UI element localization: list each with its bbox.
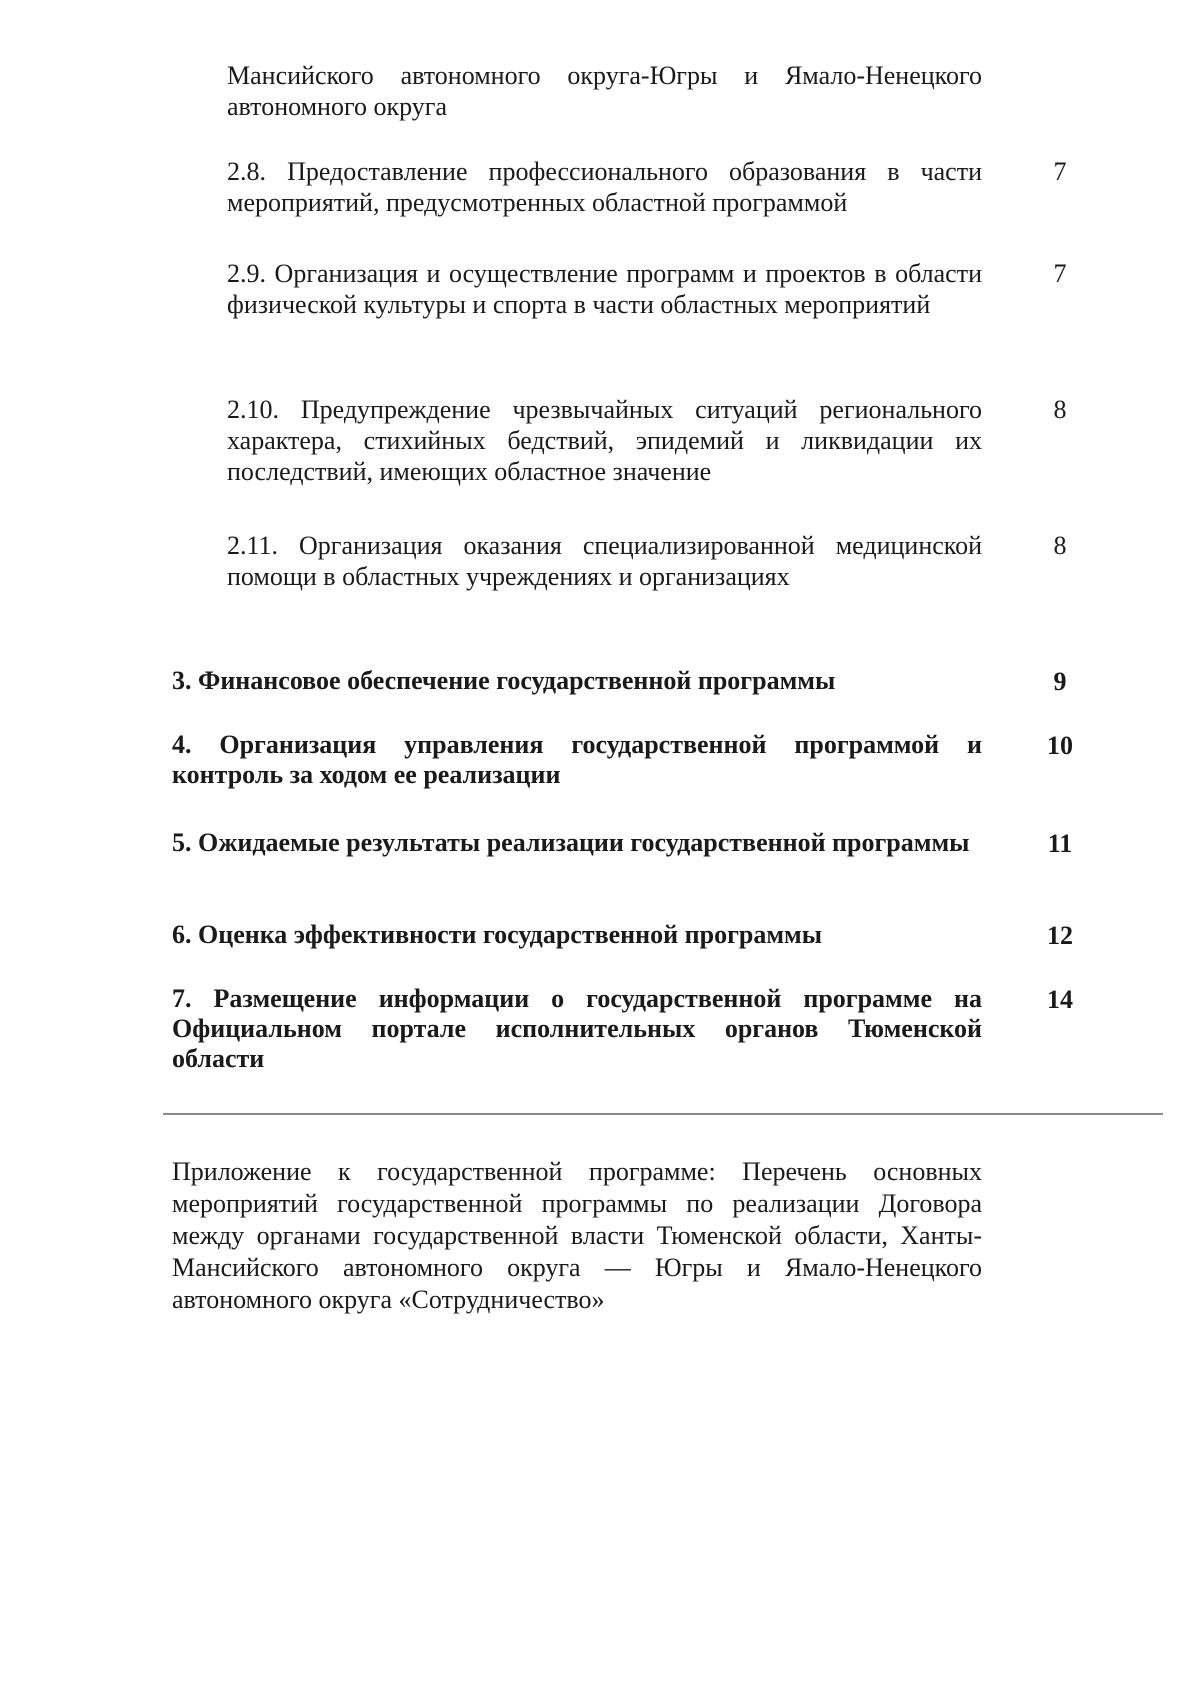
toc-page-number: 8 bbox=[1053, 395, 1067, 424]
toc-page-number: 14 bbox=[1047, 985, 1073, 1014]
toc-section-text: 3. Финансовое обеспечение государственной программы bbox=[172, 666, 836, 695]
toc-section-text: 4. Организация управления государственной программой и контроль за ходом ее реализации bbox=[172, 730, 982, 789]
toc-section-text: 5. Ожидаемые результаты реализации государственной программы bbox=[172, 828, 970, 857]
toc-item-text: 2.8. Предоставление профессионального образования в части мероприятий, предусмотренных областной программой bbox=[227, 157, 982, 217]
toc-item-text: 2.11. Организация оказания специализированной медицинской помощи в областных учреждениях и организациях bbox=[227, 531, 982, 591]
toc-page-number: 7 bbox=[1053, 259, 1067, 288]
toc-section-text: 6. Оценка эффективности государственной программы bbox=[172, 920, 823, 949]
section-divider bbox=[163, 1113, 1163, 1115]
toc-page-number: 8 bbox=[1053, 531, 1067, 560]
toc-section-text: 7. Размещение информации о государственной программе на Официальном портале исполнительных органов Тюменской области bbox=[172, 984, 982, 1073]
appendix-text: Приложение к государственной программе: Перечень основных мероприятий государственной программы по реализации Договора между органами государственной власти Тюменской области, Ханты-Мансийского автономного округа — Югры и Ямало-Ненецкого автономного округа «Сотрудничество» bbox=[172, 1157, 982, 1314]
toc-item-text: 2.9. Организация и осуществление программ и проектов в области физической культуры и спорта в части областных мероприятий bbox=[227, 259, 982, 319]
toc-page-number: 9 bbox=[1053, 667, 1067, 696]
toc-page-number: 11 bbox=[1047, 829, 1073, 858]
toc-continuation-text: Мансийского автономного округа-Югры и Ямало-Ненецкого автономного округа bbox=[227, 61, 982, 121]
toc-page-number: 7 bbox=[1053, 157, 1067, 186]
toc-item-text: 2.10. Предупреждение чрезвычайных ситуаций регионального характера, стихийных бедствий, эпидемий и ликвидации их последствий, имеющих областное значение bbox=[227, 395, 982, 486]
toc-page-number: 12 bbox=[1047, 921, 1073, 950]
toc-page-number: 10 bbox=[1047, 731, 1073, 760]
